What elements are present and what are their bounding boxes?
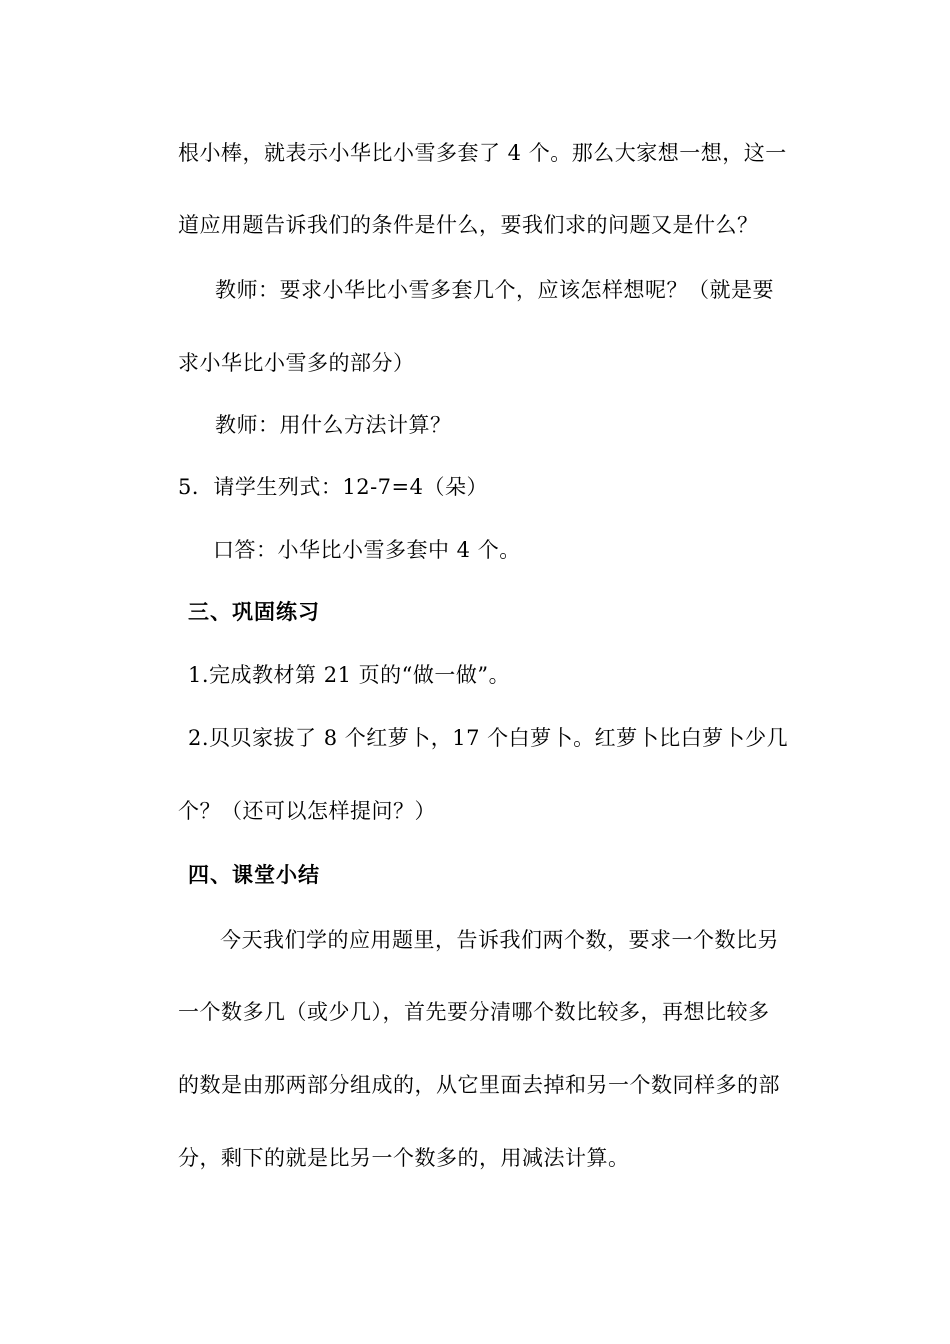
paragraph-line: 求小华比小雪多的部分） [178,351,415,375]
section-heading: 四、课堂小结 [188,862,320,887]
section-heading: 三、巩固练习 [188,599,320,624]
paragraph-line: 道应用题告诉我们的条件是什么，要我们求的问题又是什么？ [178,213,759,237]
paragraph-line: 教师：用什么方法计算？ [215,413,452,437]
paragraph-line: 一个数多几（或少几），首先要分清哪个数比较多，再想比较多 [178,1000,770,1024]
paragraph-line: 口答：小华比小雪多套中 4 个。 [213,538,521,562]
list-item: 2.贝贝家拔了 8 个红萝卜，17 个白萝卜。红萝卜比白萝卜少几 [188,726,789,750]
paragraph-line: 5．请学生列式：12-7=4（朵） [178,475,488,499]
paragraph-line: 的数是由那两部分组成的，从它里面去掉和另一个数同样多的部 [178,1073,780,1097]
paragraph-line: 今天我们学的应用题里，告诉我们两个数，要求一个数比另 [220,928,779,952]
paragraph-line: 分，剩下的就是比另一个数多的，用减法计算。 [178,1146,630,1170]
list-item: 1.完成教材第 21 页的“做一做”。 [188,663,511,687]
paragraph-line: 根小棒，就表示小华比小雪多套了 4 个。那么大家想一想，这一 [178,141,787,165]
list-item-continuation: 个？（还可以怎样提问？） [178,799,436,823]
paragraph-line: 教师：要求小华比小雪多套几个，应该怎样想呢？（就是要 [215,278,774,302]
